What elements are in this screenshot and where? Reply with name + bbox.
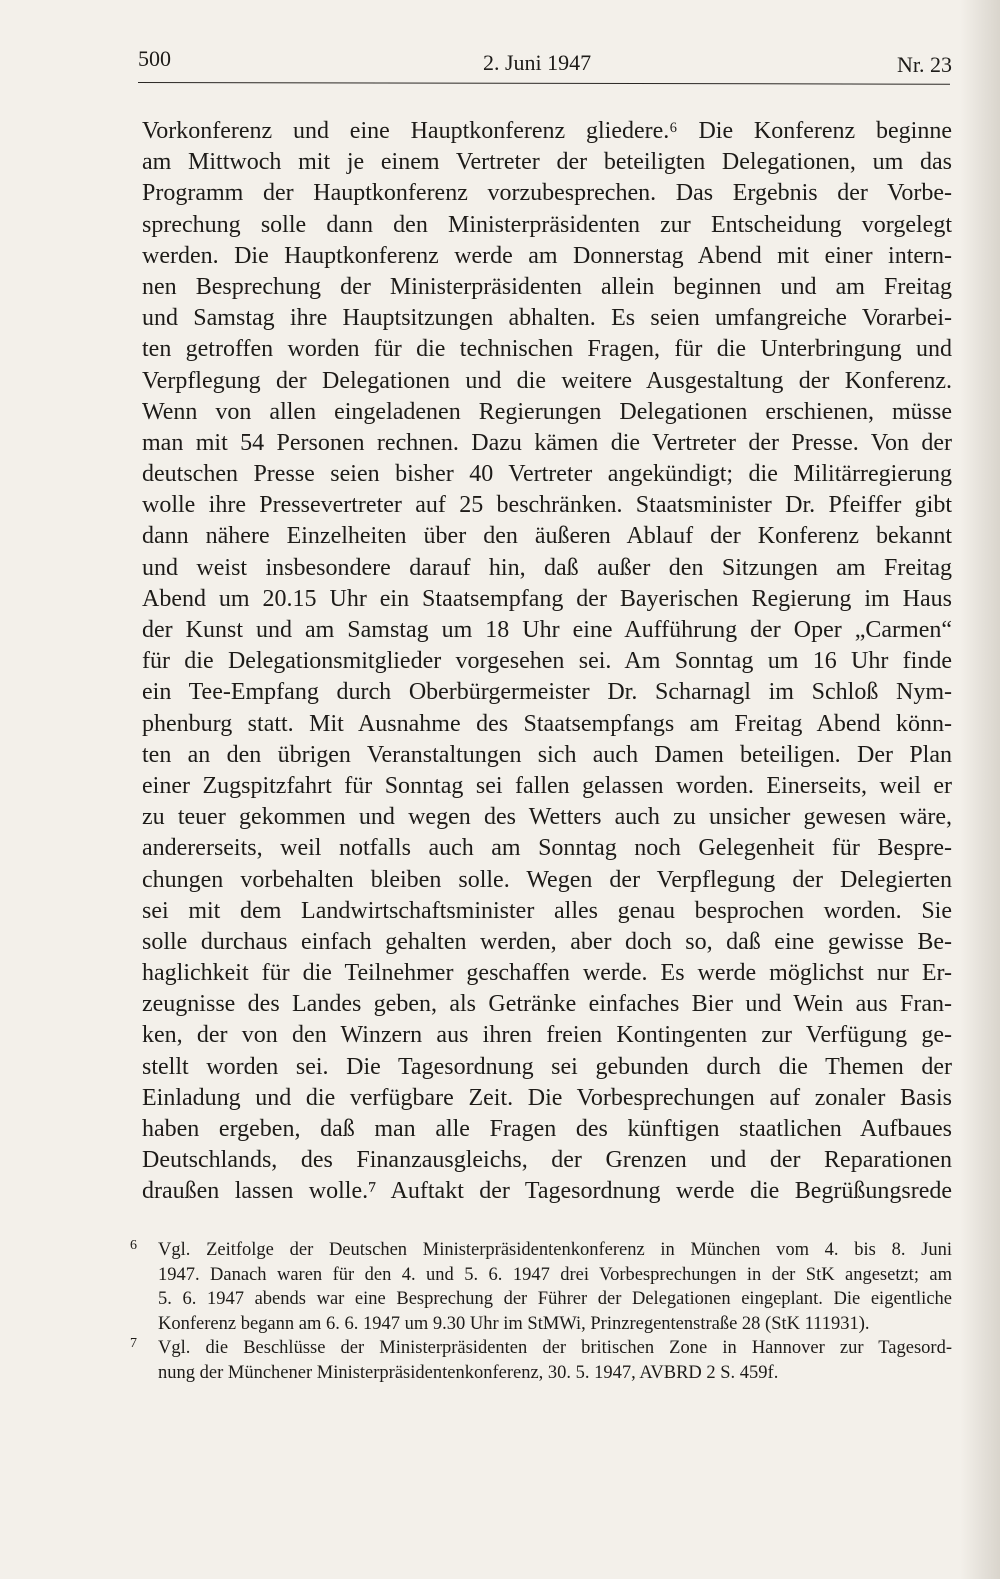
text-line: Einladung und die verfügbare Zeit. Die Vorbesprechungen auf zonaler Basis: [142, 1084, 952, 1111]
footnote-6-line: [130, 1287, 952, 1312]
text-line: und Samstag ihre Hauptsitzungen abhalten. Es seien umfangreiche Vorarbei-: [142, 305, 952, 332]
footnote-text: 5. 6. 1947 abends war eine Besprechung der Führer der Delegationen eingeplant. Die eigentliche: [158, 1289, 952, 1310]
text-line: Programm der Hauptkonferenz vorzubesprechen. Das Ergebnis der Vorbe-: [142, 180, 952, 207]
text-line: der Kunst und am Samstag um 18 Uhr eine Aufführung der Oper „Carmen“: [142, 617, 952, 643]
text-line: phenburg statt. Mit Ausnahme des Staatsempfangs am Freitag Abend könn-: [142, 710, 952, 737]
text-line: draußen lassen wolle.⁷ Auftakt der Tagesordnung werde die Begrüßungsrede: [142, 1178, 952, 1205]
header-date: 2. Juni 1947: [483, 50, 592, 75]
text-line: Abend um 20.15 Uhr ein Staatsempfang der Bayerischen Regierung im Haus: [142, 585, 952, 612]
text-line: andererseits, weil notfalls auch am Sonntag noch Gelegenheit für Bespre-: [142, 835, 952, 862]
text-line: solle durchaus einfach gehalten werden, aber doch so, daß eine gewisse Be-: [142, 928, 952, 955]
text-line: stellt worden sei. Die Tagesordnung sei gebunden durch die Themen der: [142, 1053, 952, 1080]
footnote-text: nung der Münchener Ministerpräsidentenkonferenz, 30. 5. 1947, AVBRD 2 S. 459f.: [158, 1362, 779, 1383]
text-line: für die Delegationsmitglieder vorgesehen sei. Am Sonntag um 16 Uhr finde: [142, 648, 952, 675]
text-line: chungen vorbehalten bleiben solle. Wegen der Verpflegung der Delegierten: [142, 866, 952, 893]
footnote-6-line: [130, 1312, 952, 1337]
footnote-6-line: [130, 1238, 952, 1263]
text-line: haben ergeben, daß man alle Fragen des künftigen staatlichen Aufbaues: [142, 1116, 952, 1142]
text-line: sei mit dem Landwirtschaftsminister alles genau besprochen worden. Sie: [142, 897, 952, 924]
footnote-text: Vgl. die Beschlüsse der Ministerpräsidenten der britischen Zone in Hannover zur Tagesord-: [158, 1338, 952, 1359]
footnote-text: Vgl. Zeitfolge der Deutschen Ministerpräsidentenkonferenz in München vom 4. bis 8. Juni: [158, 1240, 952, 1260]
text-line: Vorkonferenz und eine Hauptkonferenz gliedere.⁶ Die Konferenz beginne: [142, 118, 952, 144]
text-line: haglichkeit für die Teilnehmer geschaffen werde. Es werde möglichst nur Er-: [142, 960, 952, 987]
text-line: dann nähere Einzelheiten über den äußeren Ablauf der Konferenz bekannt: [142, 523, 952, 550]
scan-edge-shadow: [960, 0, 1000, 1579]
text-line: Verpflegung der Delegationen und die weitere Ausgestaltung der Konferenz.: [142, 367, 952, 394]
text-line: werden. Die Hauptkonferenz werde am Donnerstag Abend mit einer intern-: [142, 242, 952, 269]
text-line: wolle ihre Pressevertreter auf 25 beschränken. Staatsminister Dr. Pfeiffer gibt: [142, 492, 952, 519]
footnote-7-line: [130, 1336, 952, 1361]
text-line: Wenn von allen eingeladenen Regierungen Delegationen erschienen, müsse: [142, 398, 952, 425]
text-line: sprechung solle dann den Ministerpräsidenten zur Entscheidung vorgelegt: [142, 211, 952, 238]
footnote-6-line: [130, 1263, 952, 1288]
footnote-text: 1947. Danach waren für den 4. und 5. 6. 1947 drei Vorbesprechungen in der StK angesetzt; am: [158, 1264, 952, 1285]
text-line: am Mittwoch mit je einem Vertreter der beteiligten Delegationen, um das: [142, 149, 952, 176]
text-line: ein Tee-Empfang durch Oberbürgermeister Dr. Scharnagl im Schloß Nym-: [142, 679, 952, 706]
text-line: Deutschlands, des Finanzausgleichs, der Grenzen und der Reparationen: [142, 1147, 952, 1174]
footnotes: [130, 1238, 952, 1386]
text-line: ten an den übrigen Veranstaltungen sich auch Damen beteiligen. Der Plan: [142, 741, 952, 768]
body-text: [142, 116, 952, 1208]
text-line: zu teuer gekommen und wegen des Wetters auch zu unsicher gewesen wäre,: [142, 804, 952, 831]
text-line: deutschen Presse seien bisher 40 Vertreter angekündigt; die Militärregierung: [142, 461, 952, 488]
footnote-mark: 6: [130, 1238, 137, 1253]
footnote-mark: 7: [130, 1336, 137, 1352]
running-header: [138, 44, 952, 84]
footnote-text: Konferenz begann am 6. 6. 1947 um 9.30 Uhr im StMWi, Prinzregentenstraße 28 (StK 111931).: [158, 1313, 870, 1334]
text-line: nen Besprechung der Ministerpräsidenten allein beginnen und am Freitag: [142, 273, 952, 300]
text-line: ten getroffen worden für die technischen Fragen, für die Unterbringung und: [142, 336, 952, 363]
footnote-7-line: [130, 1361, 952, 1386]
text-line: und weist insbesondere darauf hin, daß außer den Sitzungen am Freitag: [142, 554, 952, 581]
text-line: einer Zugspitzfahrt für Sonntag sei fallen gelassen worden. Einerseits, weil er: [142, 772, 952, 799]
text-line: ken, der von den Winzern aus ihren freien Kontingenten zur Verfügung ge-: [142, 1022, 952, 1049]
text-line: man mit 54 Personen rechnen. Dazu kämen die Vertreter der Presse. Von der: [142, 429, 952, 456]
page-number: 500: [138, 46, 171, 71]
text-line: zeugnisse des Landes geben, als Getränke einfaches Bier und Wein aus Fran-: [142, 991, 952, 1018]
document-number: Nr. 23: [897, 52, 952, 77]
